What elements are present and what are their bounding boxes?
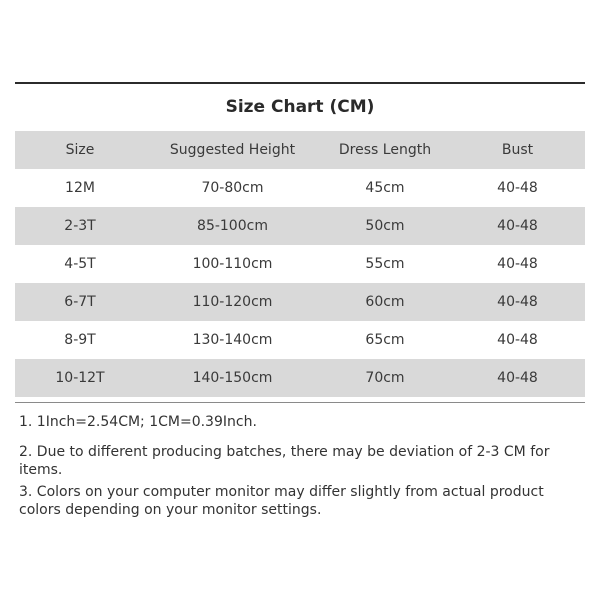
cell-dress-length: 45cm [365, 180, 405, 196]
cell-bust: 40-48 [497, 180, 538, 196]
header-size: Size [15, 131, 145, 169]
header-bust: Bust [450, 131, 585, 169]
cell-suggested-height: 100-110cm [192, 256, 273, 272]
header-dress-length: Dress Length [320, 131, 450, 169]
cell-dress-length: 70cm [320, 359, 450, 397]
cell-dress-length: 55cm [365, 256, 405, 272]
cell-bust: 40-48 [450, 359, 585, 397]
note-color-disclaimer: 3. Colors on your computer monitor may differ slightly from actual product colors depending on your monitor settings. [19, 484, 544, 518]
cell-suggested-height: 85-100cm [145, 207, 320, 245]
size-chart-table [15, 131, 585, 397]
cell-suggested-height: 140-150cm [145, 359, 320, 397]
table-row [15, 321, 585, 359]
cell-size: 2-3T [15, 207, 145, 245]
table-row [15, 283, 585, 321]
cell-dress-length: 60cm [320, 283, 450, 321]
table-row [15, 245, 585, 283]
cell-dress-length: 50cm [320, 207, 450, 245]
cell-size: 12M [65, 180, 95, 196]
cell-bust: 40-48 [450, 207, 585, 245]
table-row [15, 359, 585, 397]
table-row [15, 207, 585, 245]
note-deviation: 2. Due to different producing batches, there may be deviation of 2-3 CM for items. [19, 444, 550, 478]
cell-size: 8-9T [64, 332, 96, 348]
note-conversion: 1. 1Inch=2.54CM; 1CM=0.39Inch. [19, 414, 257, 430]
header-suggested-height: Suggested Height [145, 131, 320, 169]
cell-suggested-height: 70-80cm [201, 180, 264, 196]
cell-dress-length: 65cm [365, 332, 405, 348]
table-row [15, 169, 585, 207]
cell-size: 10-12T [15, 359, 145, 397]
cell-bust: 40-48 [497, 332, 538, 348]
cell-suggested-height: 110-120cm [145, 283, 320, 321]
cell-bust: 40-48 [497, 256, 538, 272]
bottom-rule [15, 402, 585, 403]
table-header-row [15, 131, 585, 169]
cell-size: 6-7T [15, 283, 145, 321]
cell-suggested-height: 130-140cm [192, 332, 273, 348]
cell-size: 4-5T [64, 256, 96, 272]
cell-bust: 40-48 [450, 283, 585, 321]
chart-title: Size Chart (CM) [225, 97, 375, 117]
